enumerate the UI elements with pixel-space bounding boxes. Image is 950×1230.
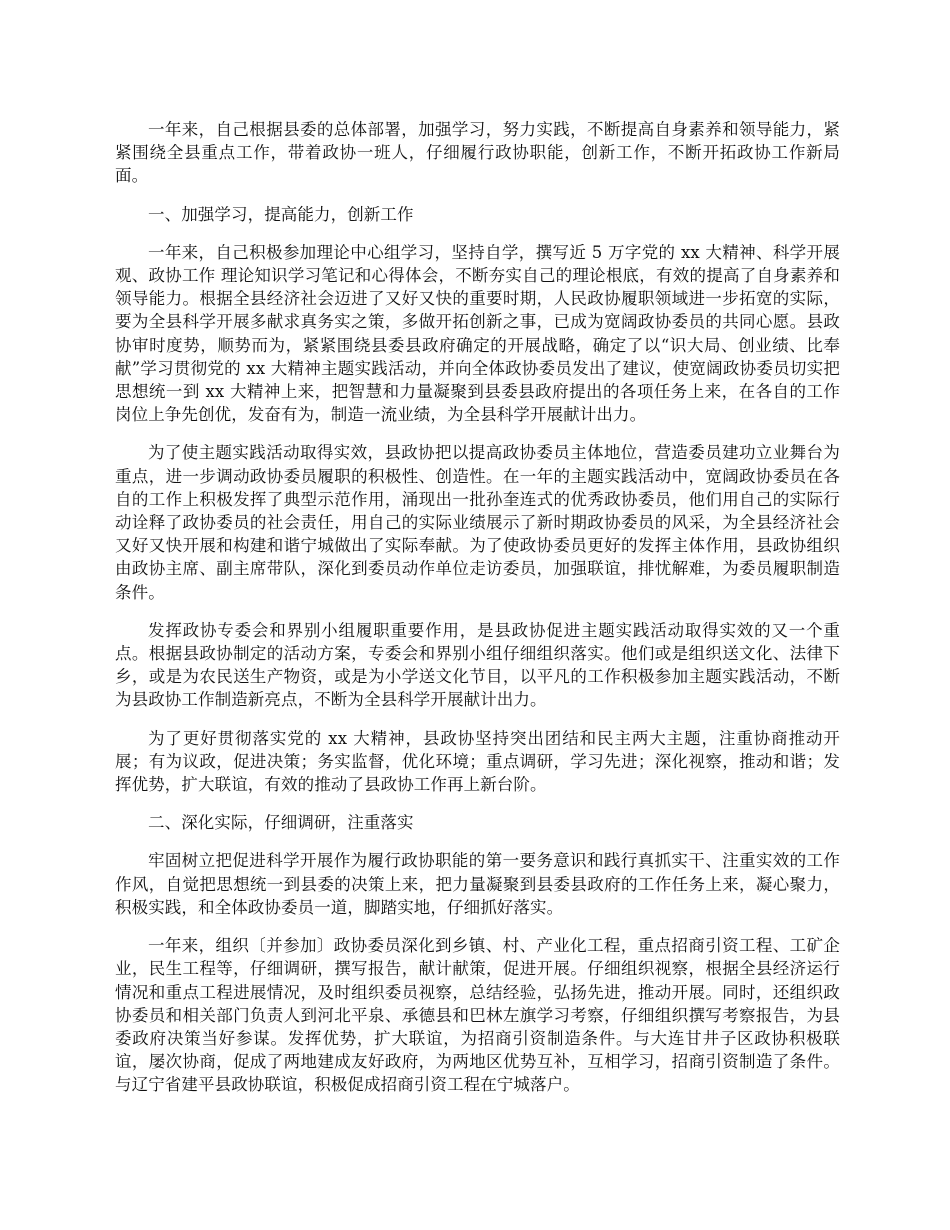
- section-heading-2: 二、深化实际，仔细调研，注重落实: [148, 813, 414, 833]
- paragraph-study: 一年来，自己积极参加理论中心组学习，坚持自学，撰写近 5 万字党的 xx 大精神、科学开展观、政协工作 理论知识学习笔记和心得体会，不断夯实自己的理论根底，有效的提高了自身素养和领导能力。根据全县经济社会迈进了又好又快的重要时期，人民政协履职领域进一步拓宽的实际，要为全县科学开展多献求真务实之策，多做开拓创新之事，已成为宽阔政协委员的共同心愿。县政协审时度势，顺势而为，紧紧围绕县委县政府确定的开展战略，确定了以“识大局、创业绩、比奉献”学习贯彻党的 xx 大精神主题实践活动，并向全体政协委员发出了建议，使宽阔政协委员切实把思想统一到 xx 大精神上来，把智慧和力量凝聚到县委县政府提出的各项任务上来，在各自的工作岗位上争先创优，发奋有为，制造一流业绩，为全县科学开展献计出力。: [115, 242, 840, 425]
- section-heading-1: 一、加强学习，提高能力，创新工作: [148, 204, 414, 224]
- paragraph-development: 牢固树立把促进科学开展作为履行政协职能的第一要务意识和践行真抓实干、注重实效的工作作风，自觉把思想统一到县委的决策上来，把力量凝聚到县委县政府的工作任务上来，凝心聚力，积极实践，和全体政协委员一道，脚踏实地，仔细抓好落实。: [115, 851, 840, 917]
- paragraph-theme-practice: 为了使主题实践活动取得实效，县政协把以提高政协委员主体地位，营造委员建功立业舞台为重点，进一步调动政协委员履职的积极性、创造性。在一年的主题实践活动中，宽阔政协委员在各自的工作上积极发挥了典型示范作用，涌现出一批孙奎连式的优秀政协委员，他们用自己的实际行动诠释了政协委员的社会责任，用自己的实际业绩展示了新时期政协委员的风采，为全县经济社会又好又快开展和构建和谐宁城做出了实际奉献。为了使政协委员更好的发挥主体作用，县政协组织由政协主席、副主席带队，深化到委员动作单位走访委员，加强联谊，排忧解难，为委员履职制造条件。: [115, 443, 840, 602]
- paragraph-implementation: 为了更好贯彻落实党的 xx 大精神，县政协坚持突出团结和民主两大主题，注重协商推动开展；有为议政，促进决策；务实监督，优化环境；重点调研，学习先进；深化视察，推动和谐；发挥优势，扩大联谊，有效的推动了县政协工作再上新台阶。: [115, 728, 840, 795]
- paragraph-research: 一年来，组织〔并参加〕政协委员深化到乡镇、村、产业化工程，重点招商引资工程、工矿企业，民生工程等，仔细调研，撰写报告，献计献策，促进开展。仔细组织视察，根据全县经济运行情况和重点工程进展情况，及时组织委员视察，总结经验，弘扬先进，推动开展。同时，还组织政协委员和相关部门负责人到河北平泉、承德县和巴林左旗学习考察，仔细组织撰写考察报告，为县委政府决策当好参谋。发挥优势，扩大联谊，为招商引资制造条件。与大连甘井子区政协积极联谊，屡次协商，促成了两地建成友好政府，为两地区优势互补，互相学习，招商引资制造了条件。与辽宁省建平县政协联谊，积极促成招商引资工程在宁城落户。: [115, 936, 840, 1095]
- document-body: [115, 118, 840, 1112]
- paragraph-intro: 一年来，自己根据县委的总体部署，加强学习，努力实践，不断提高自身素养和领导能力，紧紧围绕全县重点工作，带着政协一班人，仔细履行政协职能，创新工作，不断开拓政协工作新局面。: [115, 120, 840, 186]
- paragraph-committees: 发挥政协专委会和界别小组履职重要作用，是县政协促进主题实践活动取得实效的又一个重点。根据县政协制定的活动方案，专委会和界别小组仔细组织落实。他们或是组织送文化、法律下乡，或是为农民送生产物资，或是为小学送文化节目，以平凡的工作积极参加主题实践活动，不断为县政协工作制造新亮点，不断为全县科学开展献计出力。: [115, 620, 840, 710]
